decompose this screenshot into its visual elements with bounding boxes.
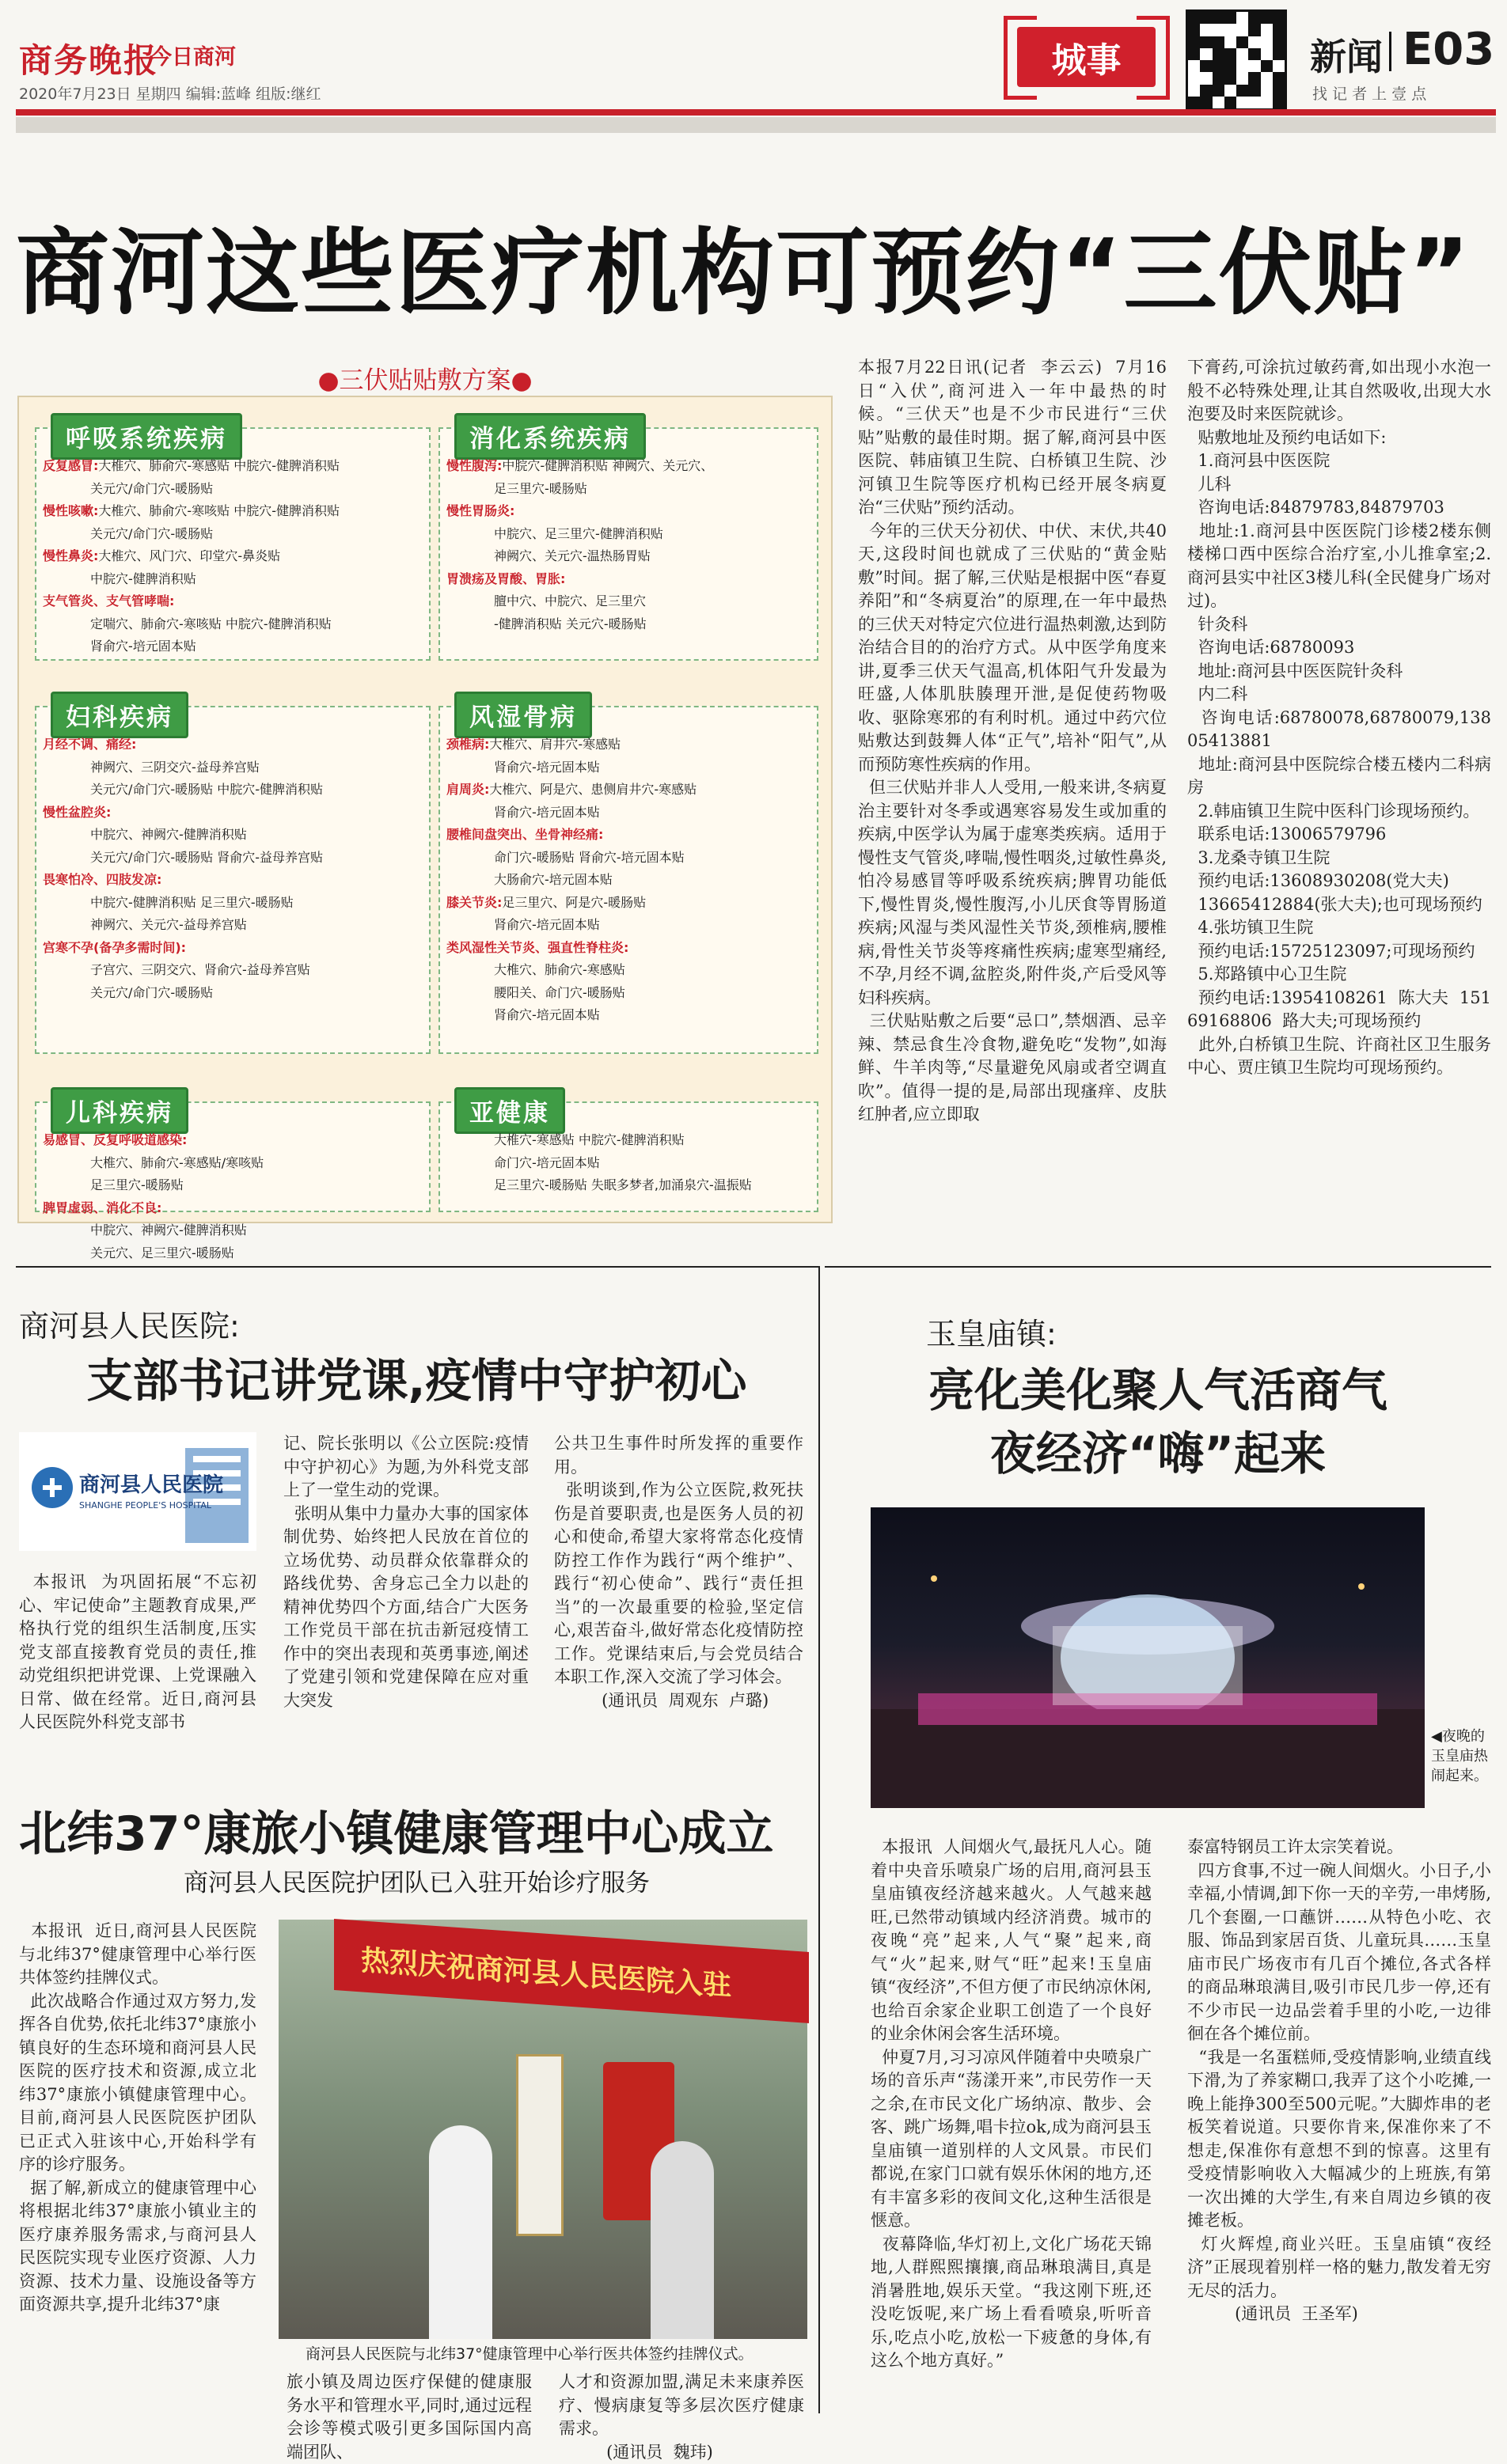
story3-column-3: 人才和资源加盟,满足未来康养医疗、慢病康复等多层次医疗健康需求。 (通讯员 魏玮) xyxy=(559,2372,804,2462)
condition-label: 月经不调、痛经: xyxy=(43,737,137,752)
acupoint-text: 足三里穴-暖肠贴 xyxy=(90,1177,184,1192)
acupoint-text: 关元穴/命门穴-暖肠贴 肾俞穴-益母养宫贴 xyxy=(90,849,324,865)
person-right xyxy=(651,2141,714,2339)
table-row xyxy=(43,1130,423,1150)
section-pill: 城事 xyxy=(1017,27,1156,87)
table-row xyxy=(43,870,423,890)
dateline: 2020年7月23日 星期四 编辑:蓝峰 组版:继红 xyxy=(19,85,321,103)
qr-module xyxy=(1200,48,1212,60)
qr-module xyxy=(1213,72,1224,84)
acupoint-text: 大椎穴-寒感贴 中脘穴-健脾消积贴 xyxy=(494,1132,685,1147)
acupoint-text: 膻中穴、中脘穴、足三里穴 xyxy=(494,593,647,608)
table-row xyxy=(446,847,810,868)
table-row xyxy=(446,779,810,800)
condition-label: 脾胃虚弱、消化不良: xyxy=(43,1200,162,1215)
table-row xyxy=(43,524,423,544)
treatment-table xyxy=(17,396,833,1260)
acupoint-text: 足三里穴-暖肠贴 xyxy=(494,480,587,496)
qr-module xyxy=(1200,72,1212,84)
qr-module xyxy=(1273,36,1285,48)
qr-module xyxy=(1248,72,1260,84)
header-band xyxy=(16,117,1496,133)
qr-module xyxy=(1273,12,1285,24)
acupoint-text: -健脾消积贴 关元穴-暖肠贴 xyxy=(494,616,647,631)
table-row xyxy=(43,1243,423,1264)
section-name: 今日商河 xyxy=(150,45,236,70)
qr-module xyxy=(1188,24,1200,36)
acupoint-text: 神阙穴、三阴交穴-益母养宫贴 xyxy=(90,759,260,775)
table-row xyxy=(43,757,423,778)
table-row xyxy=(43,824,423,845)
hospital-logo-cn: 商河县人民医院 xyxy=(79,1473,224,1497)
story3-subhead: 商河县人民医院护团队已入驻开始诊疗服务 xyxy=(184,1869,650,1897)
table-row xyxy=(43,893,423,913)
qr-module xyxy=(1236,12,1248,24)
table-row xyxy=(446,983,810,1003)
qr-module xyxy=(1200,85,1212,97)
acupoint-text: 神阙穴、关元穴-益母养宫贴 xyxy=(90,917,247,932)
table-row xyxy=(446,1005,810,1025)
acupoint-text: 命门穴-暖肠贴 肾俞穴-培元固本贴 xyxy=(494,849,685,865)
table-row xyxy=(446,1130,810,1150)
condition-label: 反复感冒: xyxy=(43,458,99,473)
acupoint-text: 大肠俞穴-培元固本贴 xyxy=(494,872,613,887)
qr-module xyxy=(1188,48,1200,60)
table-row xyxy=(446,802,810,823)
table-row xyxy=(446,757,810,778)
story4-kicker: 玉皇庙镇: xyxy=(926,1317,1057,1351)
qr-module xyxy=(1261,12,1273,24)
lead-column-2: 下膏药,可涂抗过敏药膏,如出现小水泡一般不必特殊处理,让其自然吸收,出现大水泡要及时来医院就诊。 贴敷地址及预约电话如下: 1.商河县中医医院 儿科 咨询电话:84879783,84879703 地址:1.商河县中医医院门诊楼2楼东侧楼梯口西中医综合治疗室,小儿推拿室;2.商河县实中社区3楼儿科(全民健身广场对过)。 针灸科 咨询电话:68780093 地址:商河县中医医院针灸科 内二科 咨询电话:68780078,68780079,13805413881 地址:商河县中医院综合楼五楼内二科病房 2.韩庙镇卫生院中医科门诊现场预约。 联系电话:13006579796 3.龙桑寺镇卫生院 预约电话:13608930208(党大夫) 13665412884(张大夫);也可现场预约 4.张坊镇卫生院 预约电话:15725123097;可现场预约 5.郑路镇中心卫生院 预约电话:13954108261 陈大夫 15169168806 路大夫;可现场预约 此外,白桥镇卫生院、许商社区卫生服务中心、贾庄镇卫生院均可现场预约。 xyxy=(1187,358,1492,1077)
qr-module xyxy=(1224,48,1236,60)
header-rule xyxy=(16,109,1496,116)
table-row xyxy=(43,456,423,476)
qr-module xyxy=(1261,24,1273,36)
condition-label: 颈椎病: xyxy=(446,737,490,752)
qr-module xyxy=(1248,48,1260,60)
table-row xyxy=(43,915,423,935)
fountain-photo-caption: ◀夜晚的玉皇庙热闹起来。 xyxy=(1431,1728,1488,1784)
table-row xyxy=(43,546,423,567)
qr-module xyxy=(1224,24,1236,36)
story2-column-2: 记、院长张明以《公立医院:疫情中守护初心》为题,为外科党支部上了一堂生动的党课。 张明从集中力量办大事的国家体制优势、始终把人民放在首位的立场优势、动员群众依靠群众的路线优势、舍身忘己全力以赴的精神优势四个方面,结合广大医务工作党员干部在抗击新冠疫情工作中的突出表现和英勇事迹,阐述了党建引领和党建保障在应对重大突发 xyxy=(283,1434,529,1710)
table-row xyxy=(43,501,423,521)
table-row xyxy=(43,938,423,958)
qr-module xyxy=(1188,36,1200,48)
qr-module xyxy=(1213,97,1224,108)
qr-module xyxy=(1213,24,1224,36)
qr-module xyxy=(1188,97,1200,108)
condition-label: 宫寒不孕(备孕多需时间): xyxy=(43,939,187,955)
qr-module xyxy=(1273,60,1285,72)
qr-module xyxy=(1236,24,1248,36)
acupoint-text: 关元穴/命门穴-暖肠贴 xyxy=(90,480,214,496)
signing-ceremony-photo xyxy=(279,1920,807,2339)
acupoint-text: 大椎穴、阿是穴、患侧肩井穴-寒感贴 xyxy=(489,782,697,797)
qr-module xyxy=(1188,12,1200,24)
acupoint-text: 肾俞穴-培元固本贴 xyxy=(494,804,600,820)
story2-headline: 支部书记讲党课,疫情中守护初心 xyxy=(86,1354,747,1408)
acupoint-text: 大椎穴、肺俞穴-寒咳贴 中脘穴-健脾消积贴 xyxy=(98,503,340,518)
story3-column-1: 本报讯 近日,商河县人民医院与北纬37°健康管理中心举行医共体签约挂牌仪式。 此次战略合作通过双方努力,发挥各自优势,依托北纬37°康旅小镇良好的生态环境和商河县人民医院的医疗技术和资源,成立北纬37°康旅小镇健康管理中心。目前,商河县人民医院医护团队已正式入驻该中心,开始科学有序的诊疗服务。 据了解,新成立的健康管理中心将根据北纬37°康旅小镇业主的医疗康养服务需求,与商河县人民医院实现专业医疗资源、人力资源、技术力量、设施设备等方面资源共享,提升北纬37°康 xyxy=(19,1921,256,2314)
qr-module xyxy=(1200,12,1212,24)
condition-label: 易感冒、反复呼吸道感染: xyxy=(43,1132,188,1147)
table-row xyxy=(43,614,423,635)
table-row xyxy=(446,524,810,544)
condition-label: 腰椎间盘突出、坐骨神经痛: xyxy=(446,827,604,842)
qr-module xyxy=(1261,72,1273,84)
condition-label: 慢性咳嗽: xyxy=(43,503,99,518)
table-row xyxy=(43,960,423,980)
banner-text: 热烈庆祝商河县人民医院入驻 xyxy=(361,1944,732,2003)
reporters-line: 找 记 者 上 壹 点 xyxy=(1312,85,1427,103)
table-row xyxy=(446,614,810,635)
qr-module xyxy=(1200,24,1212,36)
person-left xyxy=(429,2125,492,2339)
story3-headline: 北纬37°康旅小镇健康管理中心成立 xyxy=(19,1806,774,1862)
qr-module xyxy=(1236,36,1248,48)
category-heading: 风湿骨病 xyxy=(454,692,592,738)
story4-column-2: 泰富特钢员工许太宗笑着说。 四方食事,不过一碗人间烟火。小日子,小幸福,小情调,卸下你一天的辛劳,一串烤肠,几个套圈,一口蘸饼……从特色小吃、衣服、饰品到家居百货、儿童玩具……玉皇庙市民广场夜市有几百个摊位,各式各样的商品琳琅满目,吸引市民几步一停,还有不少市民一边品尝着手里的小吃,一边徘徊在各个摊位前。 “我是一名蛋糕师,受疫情影响,业绩直线下滑,为了养家糊口,我弄了这个小吃摊,一晚上能挣300至500元呢。”大脚炸串的老板笑着说道。只要你肯来,保准你来了不想走,保准你有意想不到的惊喜。这里有受疫情影响收入大幅减少的上班族,有第一次出摊的大学生,有来自周边乡镇的夜摊老板。 灯火辉煌,商业兴旺。玉皇庙镇“夜经济”正展现着别样一格的魅力,散发着无穷无尽的活力。 (通讯员 王圣军) xyxy=(1187,1837,1491,2323)
table-row xyxy=(43,591,423,612)
qr-module xyxy=(1273,97,1285,108)
acupoint-text: 大椎穴、肩井穴-寒感贴 xyxy=(489,737,621,752)
acupoint-text: 定喘穴、肺俞穴-寒咳贴 中脘穴-健脾消积贴 xyxy=(90,616,332,631)
table-row xyxy=(43,636,423,657)
qr-module xyxy=(1224,85,1236,97)
qr-module xyxy=(1261,36,1273,48)
table-row xyxy=(446,501,810,521)
plaque xyxy=(516,2054,564,2236)
category-heading: 亚健康 xyxy=(454,1087,565,1134)
category-heading: 呼吸系统疾病 xyxy=(51,413,242,460)
table-row xyxy=(446,915,810,935)
qr-module xyxy=(1273,85,1285,97)
table-row xyxy=(43,802,423,823)
table-row xyxy=(43,569,423,589)
qr-module xyxy=(1236,97,1248,108)
page-number: E03 xyxy=(1403,24,1495,75)
qr-code-icon xyxy=(1186,9,1287,111)
table-row xyxy=(43,983,423,1003)
qr-module xyxy=(1261,48,1273,60)
story2-column-3: 公共卫生事件时所发挥的重要作用。 张明谈到,作为公立医院,救死扶伤是首要职责,也是医务人员的初心和使命,希望大家将常态化疫情防控工作作为践行“两个维护”、践行“初心使命”、践行“责任担当”的一次最重要的检验,坚定信心,艰苦奋斗,做好常态化疫情防控工作。党课结束后,与会党员结合本职工作,深入交流了学习体会。 (通讯员 周观东 卢璐) xyxy=(554,1434,803,1710)
qr-module xyxy=(1248,36,1260,48)
qr-module xyxy=(1213,36,1224,48)
qr-module xyxy=(1224,60,1236,72)
acupoint-text: 足三里穴-暖肠贴 失眠多梦者,加涌泉穴-温振贴 xyxy=(494,1177,752,1192)
acupoint-text: 关元穴/命门穴-暖肠贴 xyxy=(90,984,214,1000)
qr-module xyxy=(1200,97,1212,108)
qr-module xyxy=(1261,60,1273,72)
acupoint-text: 大椎穴、肺俞穴-寒感贴 xyxy=(494,962,625,977)
acupoint-text: 神阙穴、关元穴-温热肠胃贴 xyxy=(494,548,651,563)
table-row xyxy=(446,546,810,567)
story4-headline-1: 亮化美化聚人气活商气 xyxy=(928,1363,1387,1417)
table-row xyxy=(43,734,423,755)
story3-column-2: 旅小镇及周边医疗保健的健康服务水平和管理水平,同时,通过远程会诊等模式吸引更多国际国内高端团队、 xyxy=(287,2372,532,2462)
acupoint-text: 大椎穴、肺俞穴-寒感贴/寒咳贴 xyxy=(90,1154,264,1170)
table-row xyxy=(446,734,810,755)
acupoint-text: 肾俞穴-培元固本贴 xyxy=(494,917,600,932)
acupoint-text: 中脘穴-健脾消积贴 足三里穴-暖肠贴 xyxy=(90,894,294,910)
qr-module xyxy=(1224,36,1236,48)
acupoint-text: 关元穴/命门穴-暖肠贴 xyxy=(90,525,214,541)
qr-module xyxy=(1188,60,1200,72)
table-row xyxy=(43,1175,423,1196)
table-row xyxy=(446,893,810,913)
table-row xyxy=(446,456,810,476)
category-heading: 儿科疾病 xyxy=(51,1087,188,1134)
qr-module xyxy=(1188,85,1200,97)
condition-label: 慢性胃肠炎: xyxy=(446,503,515,518)
qr-module xyxy=(1236,48,1248,60)
acupoint-text: 关元穴/命门穴-暖肠贴 中脘穴-健脾消积贴 xyxy=(90,782,324,797)
news-label: 新闻 xyxy=(1310,36,1383,78)
table-row xyxy=(43,1153,423,1173)
photo-caption: 商河县人民医院与北纬37°健康管理中心举行医共体签约挂牌仪式。 xyxy=(306,2345,754,2363)
lower-rule-left xyxy=(16,1266,819,1268)
qr-module xyxy=(1248,85,1260,97)
qr-module xyxy=(1236,60,1248,72)
qr-module xyxy=(1213,85,1224,97)
table-row xyxy=(43,847,423,868)
story4-column-1: 本报讯 人间烟火气,最抚凡人心。随着中央音乐喷泉广场的启用,商河县玉皇庙镇夜经济越来越火。人气越来越旺,已然带动镇域内经济消费。城市的夜晚“亮”起来,人气“聚”起来,商气“火”起来,财气“旺”起来!玉皇庙镇“夜经济”,不但方便了市民纳凉休闲,也给百余家企业职工创造了一个良好的业余休闲会客生活环境。 仲夏7月,习习凉风伴随着中央喷泉广场的音乐声“荡漾开来”,市民劳作一天之余,在市民文化广场纳凉、散步、会客、跳广场舞,唱卡拉ok,成为商河县玉皇庙镇一道别样的人文风景。市民们都说,在家门口就有娱乐休闲的地方,还有丰富多彩的夜间文化,这种生活很是惬意。 夜幕降临,华灯初上,文化广场花天锦地,人群熙熙攘攘,商品琳琅满目,真是消暑胜地,娱乐天堂。“我这刚下班,还没吃饭呢,来广场上看看喷泉,听听音乐,吃点小吃,放松一下疲惫的身体,有这么个地方真好。” xyxy=(871,1837,1152,2370)
table-row xyxy=(446,870,810,890)
condition-label: 类风湿性关节炎、强直性脊柱炎: xyxy=(446,939,629,955)
table-row xyxy=(446,938,810,958)
qr-module xyxy=(1273,72,1285,84)
table-row xyxy=(446,479,810,499)
category-heading: 妇科疾病 xyxy=(51,692,188,738)
acupoint-text: 肾俞穴-培元固本贴 xyxy=(90,639,196,654)
condition-label: 畏寒怕冷、四肢发凉: xyxy=(43,872,162,887)
qr-module xyxy=(1273,24,1285,36)
condition-label: 膝关节炎: xyxy=(446,894,503,910)
category-heading: 消化系统疾病 xyxy=(454,413,646,460)
table-row xyxy=(446,1153,810,1173)
acupoint-text: 大椎穴、肺俞穴-寒感贴 中脘穴-健脾消积贴 xyxy=(98,458,340,473)
table-row xyxy=(43,779,423,800)
newspaper-logo: 商务晚报 xyxy=(19,41,159,80)
table-row xyxy=(43,479,423,499)
table-row xyxy=(446,591,810,612)
qr-module xyxy=(1200,60,1212,72)
qr-module xyxy=(1188,72,1200,84)
table-row xyxy=(446,1175,810,1196)
table-row xyxy=(446,569,810,589)
banner xyxy=(334,1919,809,2023)
story2-column-1: 本报讯 为巩固拓展“不忘初心、牢记使命”主题教育成果,严格执行党的组织生活制度,压实党支部直接教育党员的责任,推动党组织把讲党课、上党课融入日常、做在经常。近日,商河县人民医院外科党支部书 xyxy=(19,1572,256,1731)
acupoint-text: 大椎穴、风门穴、印堂穴-鼻炎贴 xyxy=(98,548,281,563)
qr-module xyxy=(1273,48,1285,60)
acupoint-text: 中脘穴、神阙穴-健脾消积贴 xyxy=(90,827,247,842)
acupoint-text: 中脘穴、神阙穴-健脾消积贴 xyxy=(90,1223,247,1238)
vertical-rule xyxy=(818,1266,820,2413)
qr-module xyxy=(1248,60,1260,72)
acupoint-text: 关元穴、足三里穴-暖肠贴 xyxy=(90,1245,234,1260)
story2-kicker: 商河县人民医院: xyxy=(19,1309,240,1344)
acupoint-text: 中脘穴-健脾消积贴 xyxy=(90,571,196,586)
qr-module xyxy=(1213,12,1224,24)
acupoint-text: 足三里穴、阿是穴-暖肠贴 xyxy=(502,894,647,910)
condition-label: 慢性盆腔炎: xyxy=(43,804,112,820)
acupoint-text: 中脘穴、足三里穴-健脾消积贴 xyxy=(494,525,663,541)
night-fountain-photo xyxy=(871,1507,1425,1808)
table-row xyxy=(43,1220,423,1241)
table-row xyxy=(446,824,810,845)
qr-module xyxy=(1248,12,1260,24)
acupoint-text: 腰阳关、命门穴-暖肠贴 xyxy=(494,984,625,1000)
qr-module xyxy=(1236,72,1248,84)
qr-module xyxy=(1224,97,1236,108)
condition-label: 慢性腹泻: xyxy=(446,458,503,473)
hospital-logo xyxy=(19,1432,256,1551)
qr-module xyxy=(1224,12,1236,24)
lead-column-1: 本报7月22日讯(记者 李云云) 7月16日“入伏”,商河进入一年中最热的时候。“三伏天”也是不少市民进行“三伏贴”贴敷的最佳时期。据了解,商河县中医医院、韩庙镇卫生院、白桥镇卫生院、沙河镇卫生院等医疗机构已经开展冬病夏治“三伏贴”预约活动。 今年的三伏天分初伏、中伏、末伏,共40天,这段时间也就成了三伏贴的“黄金贴敷”时间。据了解,三伏贴是根据中医“春夏养阳”和“冬病夏治”的原理,在一年中最热的三伏天对特定穴位进行温热刺激,达到防治结合目的的治疗方式。从中医学角度来讲,夏季三伏天气温高,机体阳气升发最为旺盛,人体肌肤腠理开泄,是促使药物吸收、驱除寒邪的有利时机。通过中药穴位贴敷达到鼓舞人体“正气”,培补“阳气”,从而预防寒性疾病的作用。 但三伏贴并非人人受用,一般来讲,冬病夏治主要针对冬季或遇寒容易发生或加重的疾病,中医学认为属于虚寒类疾病。适用于慢性支气管炎,哮喘,慢性咽炎,过敏性鼻炎,怕冷易感冒等呼吸系统疾病;脾胃功能低下,慢性胃炎,慢性腹泻,小儿厌食等胃肠道疾病;风湿与类风湿性关节炎,颈椎病,腰椎病,骨性关节炎等疼痛性疾病;虚寒型痛经,不孕,月经不调,盆腔炎,附件炎,产后受风等妇科疾病。 三伏贴贴敷之后要“忌口”,禁烟酒、忌辛辣、禁忌食生冷食物,避免吃“发物”,如海鲜、牛羊肉等,“尽量避免风扇或者空调直吹”。值得一提的是,局部出现瘙痒、皮肤红肿者,应立即取 xyxy=(858,358,1167,1124)
condition-label: 支气管炎、支气管哮喘: xyxy=(43,593,175,608)
qr-module xyxy=(1200,36,1212,48)
table-row xyxy=(43,1198,423,1219)
condition-label: 肩周炎: xyxy=(446,782,490,797)
acupoint-text: 命门穴-培元固本贴 xyxy=(494,1154,600,1170)
condition-label: 慢性鼻炎: xyxy=(43,548,99,563)
condition-label: 胃溃疡及胃酸、胃胀: xyxy=(446,571,566,586)
qr-module xyxy=(1213,48,1224,60)
lower-rule-right xyxy=(825,1266,1491,1268)
table-title: ●三伏贴贴敷方案● xyxy=(317,366,533,395)
fountain-scene xyxy=(871,1507,1425,1808)
story4-headline-2: 夜经济“嗨”起来 xyxy=(989,1427,1327,1480)
qr-module xyxy=(1248,24,1260,36)
header-divider xyxy=(1389,32,1391,71)
acupoint-text: 子宫穴、三阴交穴、肾俞穴-益母养宫贴 xyxy=(90,962,310,977)
qr-module xyxy=(1261,97,1273,108)
lead-headline: 商河这些医疗机构可预约“三伏贴” xyxy=(16,218,1472,328)
qr-module xyxy=(1248,97,1260,108)
table-row xyxy=(446,960,810,980)
qr-module xyxy=(1213,60,1224,72)
acupoint-text: 肾俞穴-培元固本贴 xyxy=(494,1007,600,1022)
acupoint-text: 肾俞穴-培元固本贴 xyxy=(494,759,600,775)
qr-module xyxy=(1236,85,1248,97)
acupoint-text: 中脘穴-健脾消积贴 神阙穴、关元穴、 xyxy=(502,458,714,473)
hospital-logo-en: SHANGHE PEOPLE'S HOSPITAL xyxy=(79,1500,212,1511)
qr-module xyxy=(1261,85,1273,97)
qr-module xyxy=(1224,72,1236,84)
